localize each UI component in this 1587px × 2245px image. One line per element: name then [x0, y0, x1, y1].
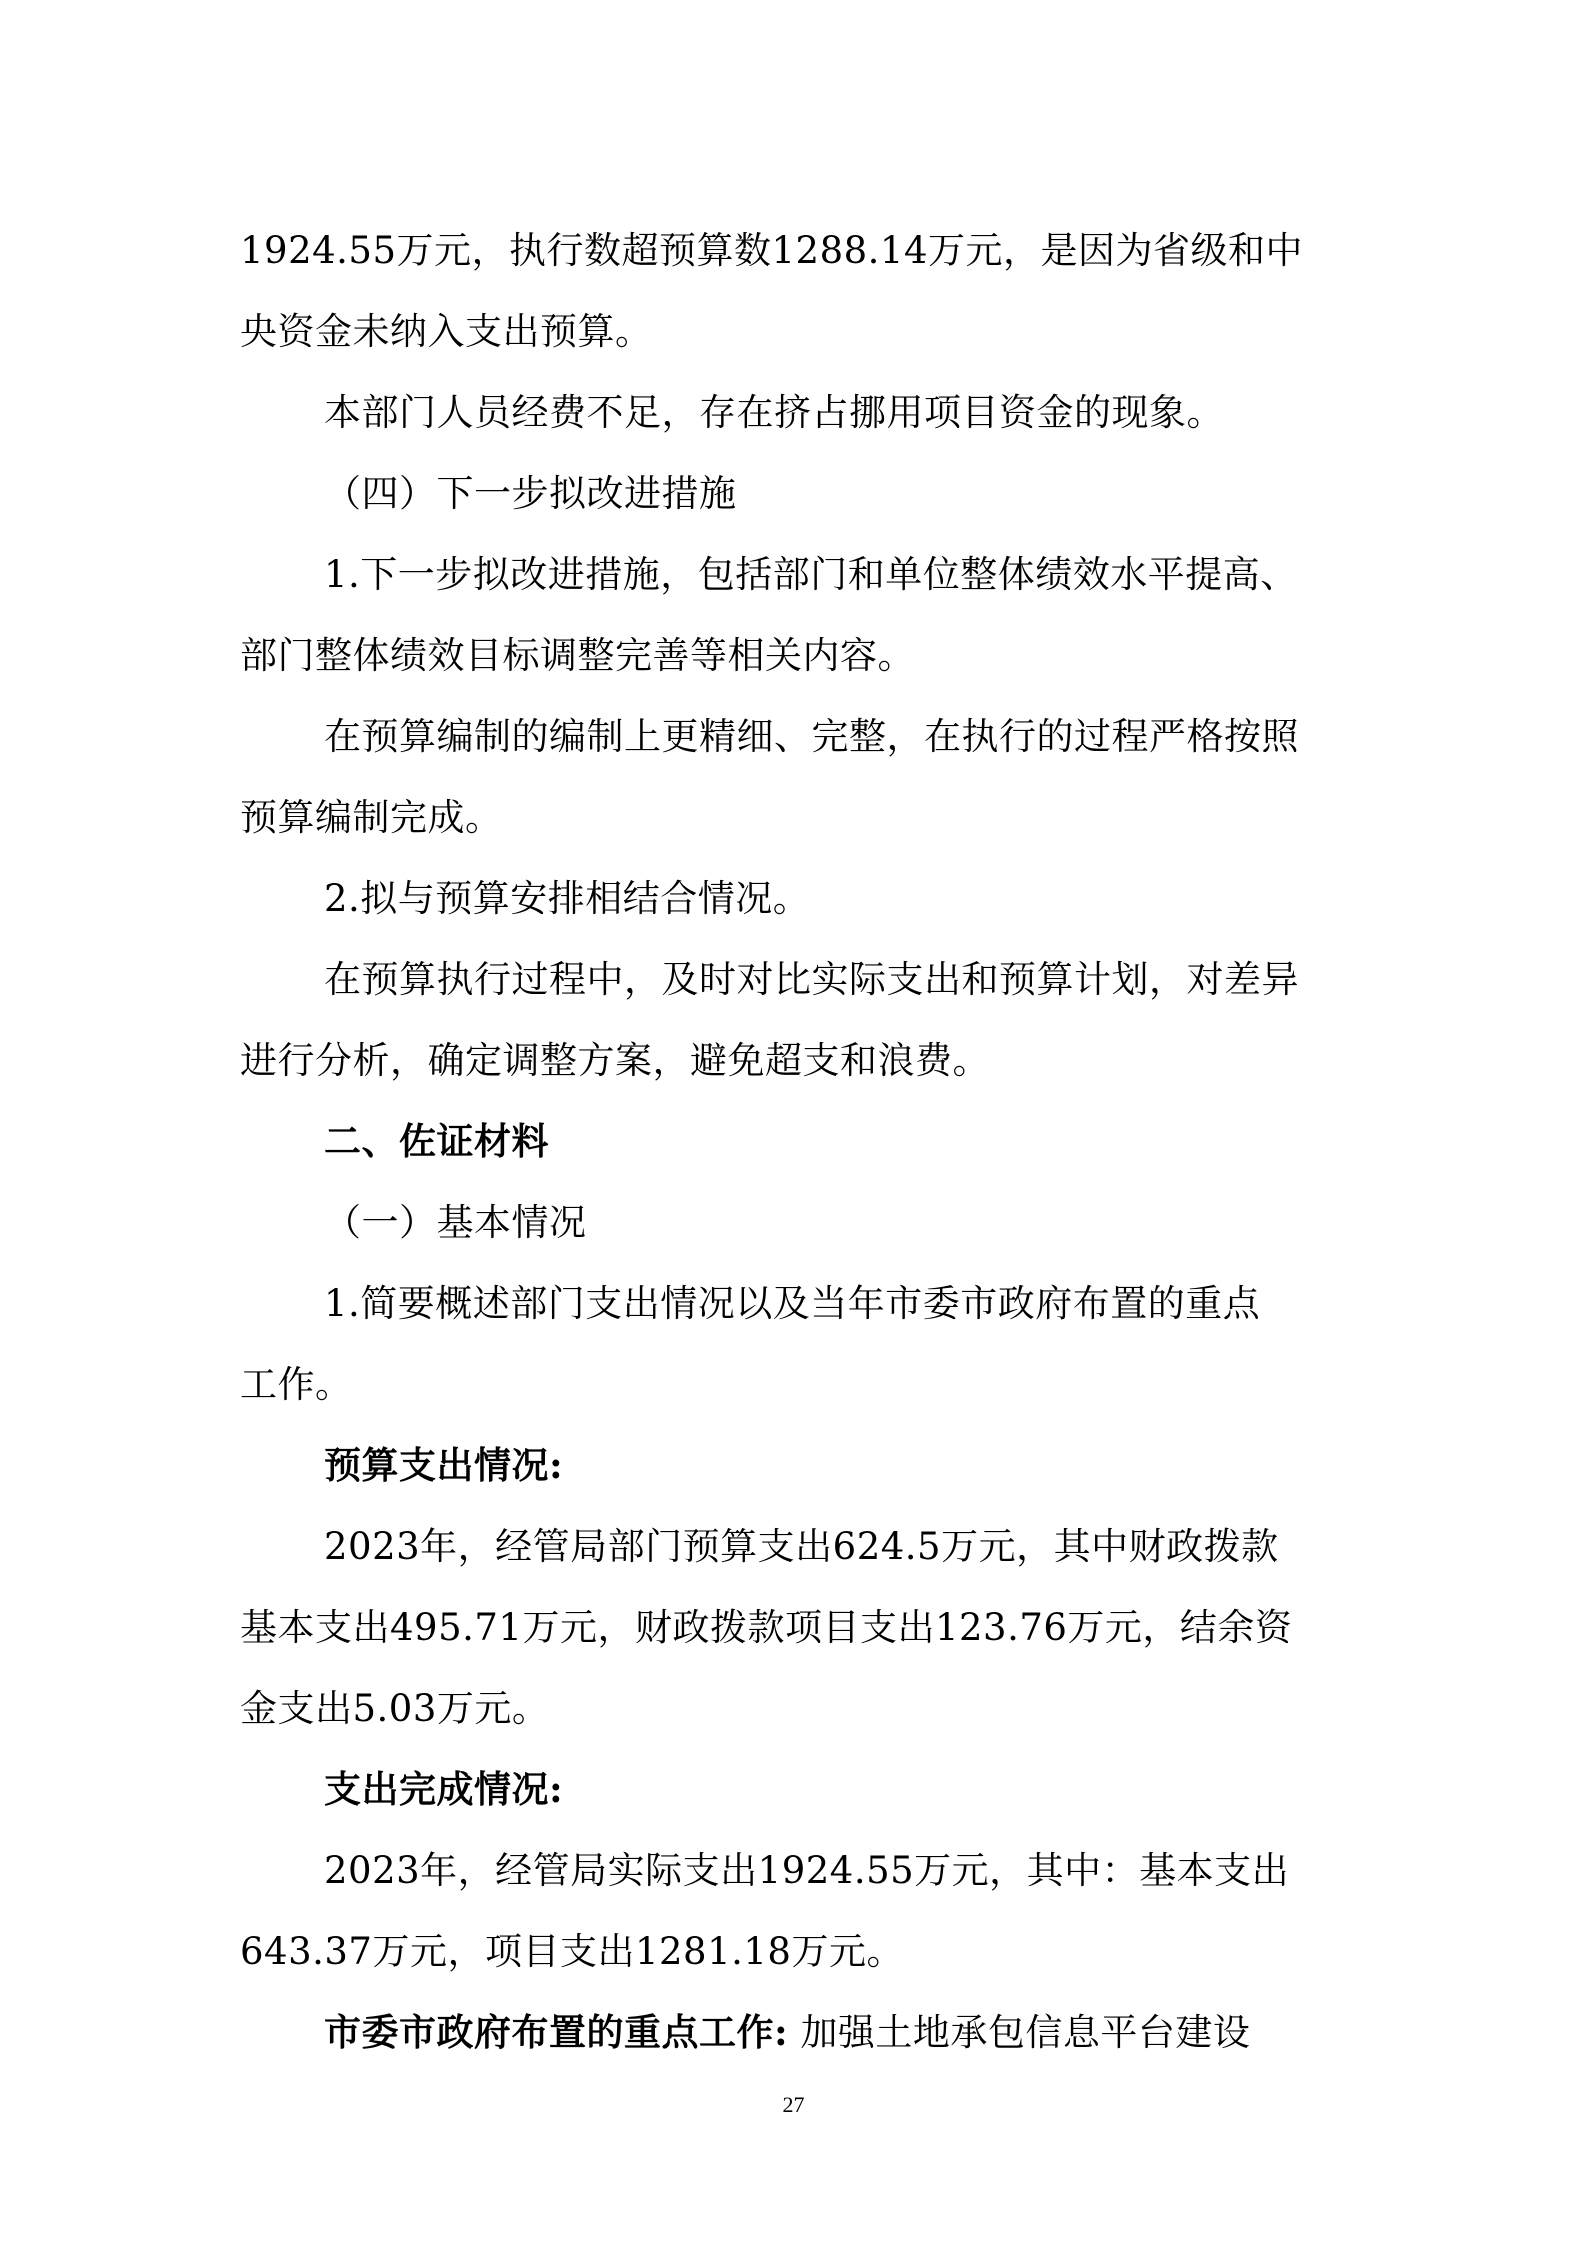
text-line: 基本支出495.71万元，财政拨款项目支出123.76万元，结余资 [240, 1606, 1293, 1649]
text-line [240, 1992, 1345, 2073]
text-line: 643.37万元，项目支出1281.18万元。 [240, 1930, 904, 1973]
text-line: 工作。 [240, 1363, 353, 1406]
page-number: 27 [782, 2092, 805, 2117]
text-line: 部门整体绩效目标调整完善等相关内容。 [240, 634, 915, 677]
subheading: 预算支出情况: [324, 1443, 564, 1487]
text-line: 金支出5.03万元。 [240, 1687, 550, 1730]
text-line: 1924.55万元，执行数超预算数1288.14万元，是因为省级和中 [240, 229, 1304, 272]
section-heading: （四）下一步拟改进措施 [324, 472, 737, 515]
text-line: 1.下一步拟改进措施，包括部门和单位整体绩效水平提高、 [324, 553, 1298, 596]
body-text [240, 210, 1345, 2073]
text-line: 1.简要概述部门支出情况以及当年市委市政府布置的重点 [324, 1282, 1261, 1325]
main-heading: 二、佐证材料 [324, 1119, 549, 1163]
text-line: 预算编制完成。 [240, 796, 503, 839]
text-line: 本部门人员经费不足，存在挤占挪用项目资金的现象。 [324, 391, 1224, 434]
section-heading: （一）基本情况 [324, 1201, 587, 1244]
text-line: 央资金未纳入支出预算。 [240, 310, 653, 353]
text-line: 进行分析，确定调整方案，避免超支和浪费。 [240, 1039, 990, 1082]
text-line: 2023年，经管局实际支出1924.55万元，其中：基本支出 [324, 1849, 1290, 1892]
subheading: 支出完成情况: [324, 1767, 564, 1811]
inline-heading: 市委市政府布置的重点工作: [324, 2010, 789, 2054]
text-line: 在预算执行过程中，及时对比实际支出和预算计划，对差异 [324, 958, 1299, 1001]
text-line: 2023年，经管局部门预算支出624.5万元，其中财政拨款 [324, 1525, 1279, 1568]
text-line: 在预算编制的编制上更精细、完整，在执行的过程严格按照 [324, 715, 1299, 758]
text-line: 2.拟与预算安排相结合情况。 [324, 877, 811, 920]
inline-text: 加强土地承包信息平台建设 [800, 2011, 1251, 2054]
